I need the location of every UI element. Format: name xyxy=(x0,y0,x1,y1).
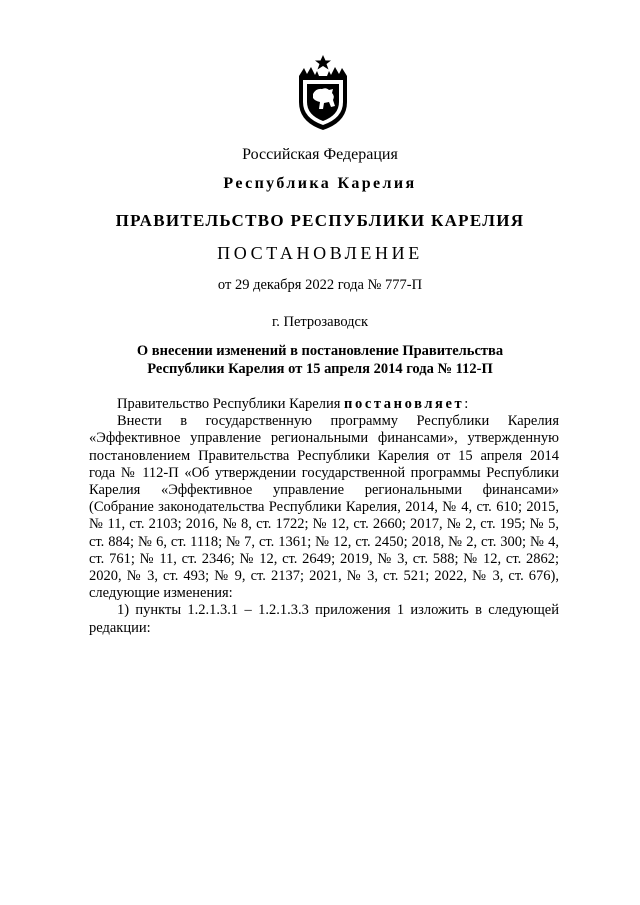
intro-verb: постановляет xyxy=(344,396,465,412)
karelia-coat-of-arms-icon xyxy=(296,54,350,132)
city-name: г. Петрозаводск xyxy=(271,314,369,330)
intro-suffix: : xyxy=(464,396,469,412)
intro-paragraph xyxy=(89,396,559,413)
paragraph-1: Внести в государственную программу Республики Карелия «Эффективное управление региональными финансами», утвержденную постановлением Правительства Республики Карелия от 15 апреля 2014 года № 112-П «Об утверждении государственной программы Республики Карелия «Эффективное управление региональными финансами» (Собрание законодательства Республики Карелия, 2014, № 4, ст. 610; 2015, № 11, ст. 2103; 2016, № 8, ст. 1722; № 12, ст. 2660; 2017, № 2, ст. 195; № 5, ст. 884; № 6, ст. 1118; № 7, ст. 1361; № 12, ст. 2450; 2018, № 2, ст. 300; № 4, ст. 761; № 11, ст. 2346; № 12, ст. 2649; 2019, № 3, ст. 588; № 12, ст. 2862; 2020, № 3, ст. 493; № 9, ст. 2137; 2021, № 3, ст. 521; 2022, № 3, ст. 676), следующие изменения: xyxy=(89,413,559,602)
document-body xyxy=(89,396,559,637)
country-name: Российская Федерация xyxy=(242,146,398,163)
document-type: ПОСТАНОВЛЕНИЕ xyxy=(217,243,423,263)
document-date-number: от 29 декабря 2022 года № 777-П xyxy=(217,277,423,293)
government-title: ПРАВИТЕЛЬСТВО РЕСПУБЛИКИ КАРЕЛИЯ xyxy=(115,211,525,230)
republic-name: Республика Карелия xyxy=(223,175,417,192)
paragraph-2: 1) пункты 1.2.1.3.1 – 1.2.1.3.3 приложения 1 изложить в следующей редакции: xyxy=(89,602,559,636)
document-subject xyxy=(0,342,640,378)
intro-prefix: Правительство Республики Карелия xyxy=(117,396,345,412)
subject-line-1: О внесении изменений в постановление Правительства xyxy=(136,343,504,359)
subject-line-2: Республики Карелия от 15 апреля 2014 года № 112-П xyxy=(147,361,493,377)
